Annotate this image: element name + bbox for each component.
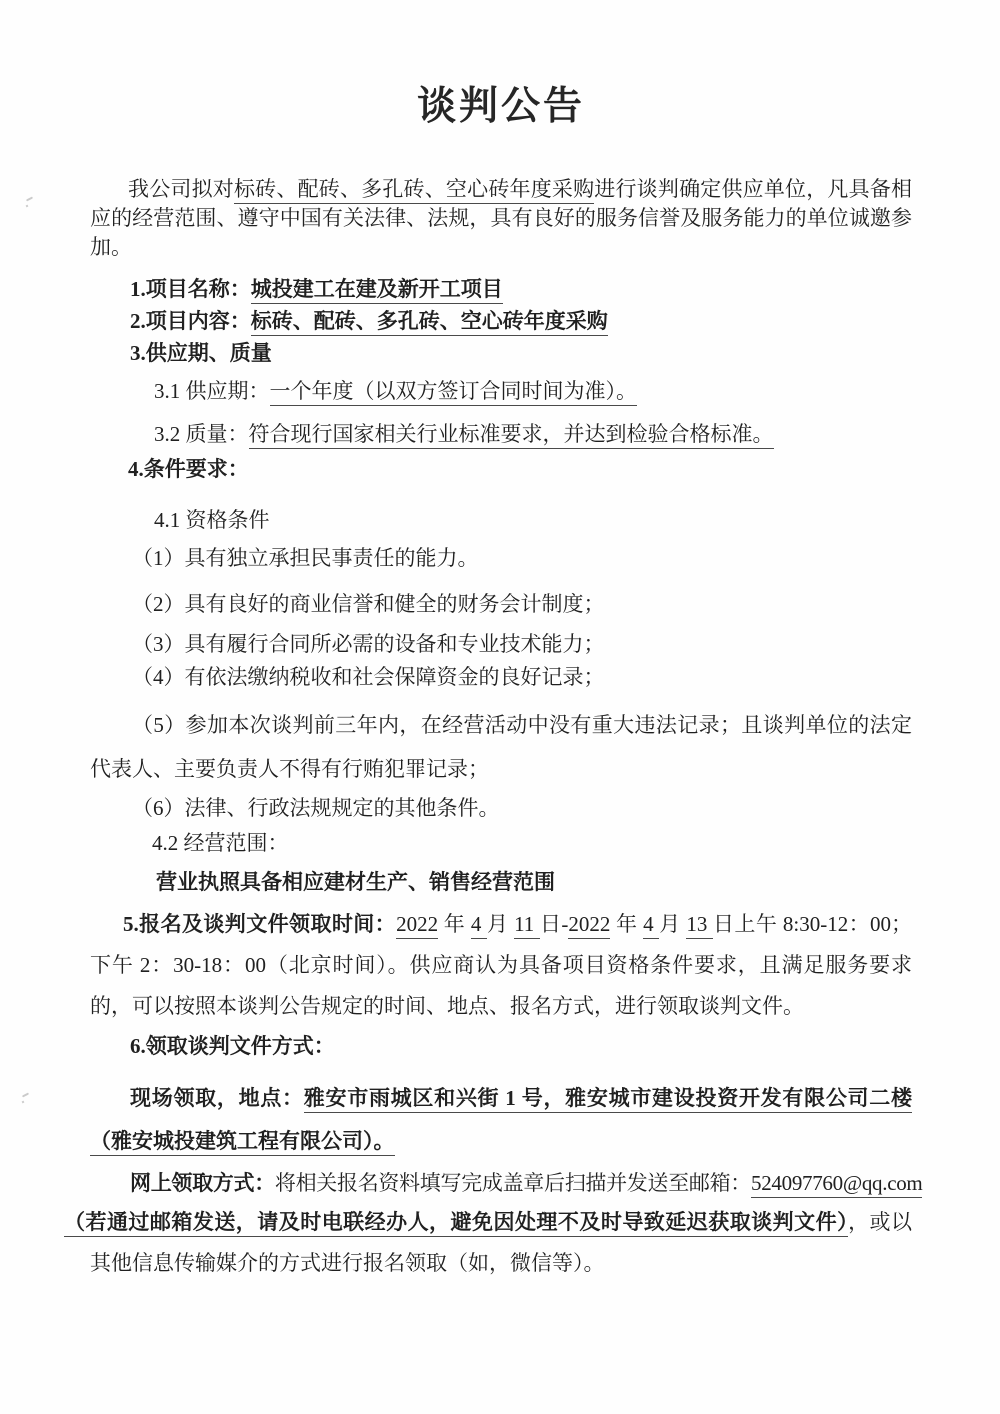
clause-registration-time: 5.报名及谈判文件领取时间：2022 年 4 月 11 日-2022 年 4 月 13 日上午 8:30-12：00；下午 2：30-18：00（北京时间）。供应商认为具备项目资格条件要求，且满足服务要求的，可以按照本谈判公告规定的时间、地点、报名方式，进行领取谈判文件。 (90, 912, 913, 1018)
intro-paragraph: 我公司拟对标砖、配砖、多孔砖、空心砖年度采购进行谈判确定供应单位，凡具备相应的经营范围、遵守中国有关法律、法规，具有良好的服务信誉及服务能力的单位诚邀参加。 (90, 177, 913, 259)
qualification-item-2: （2）具有良好的商业信誉和健全的财务会计制度； (132, 592, 605, 616)
clause-requirements: 4.条件要求： (128, 457, 249, 481)
clause-supply-period: 3.1 供应期：一个年度（以双方签订合同时间为准）。 (90, 376, 912, 406)
onsite-collection-paragraph: 现场领取，地点：雅安市雨城区和兴街 1 号，雅安城市建设投资开发有限公司二楼（雅安城投建筑工程有限公司）。 (90, 1077, 912, 1163)
clause-qualification: 4.1 资格条件 (154, 508, 270, 532)
clause-business-scope: 4.2 经营范围： (152, 831, 289, 855)
scan-speck (22, 1092, 29, 1097)
document-body (64, 0, 923, 1284)
clause-quality: 3.2 质量：符合现行国家相关行业标准要求，并达到检验合格标准。 (90, 419, 912, 449)
clause-document-collection: 6.领取谈判文件方式： (130, 1034, 335, 1058)
online-collection-paragraph: 网上领取方式：将相关报名资料填写完成盖章后扫描并发送至邮箱：524097760@qq.com (90, 1164, 912, 1202)
clause-supply-period-quality: 3.供应期、质量 (130, 341, 272, 365)
clause-project-content: 2.项目内容：标砖、配砖、多孔砖、空心砖年度采购 (90, 306, 912, 336)
business-scope-text: 营业执照具备相应建材生产、销售经营范围 (156, 870, 555, 894)
qualification-item-1: （1）具有独立承担民事责任的能力。 (132, 546, 479, 570)
qualification-item-5: （5）参加本次谈判前三年内，在经营活动中没有重大违法记录；且谈判单位的法定代表人、主要负责人不得有行贿犯罪记录； (90, 713, 912, 781)
qualification-item-4: （4）有依法缴纳税收和社会保障资金的良好记录； (132, 665, 605, 689)
scan-speck (26, 196, 33, 201)
qualification-item-3: （3）具有履行合同所必需的设备和专业技术能力； (132, 632, 605, 656)
clause-project-name: 1.项目名称：城投建工在建及新开工项目 (90, 274, 912, 304)
qualification-item-6: （6）法律、行政法规规定的其他条件。 (132, 796, 500, 820)
document-title: 谈判公告 (416, 85, 585, 128)
email-note-paragraph: （若通过邮箱发送，请及时电联经办人，避免因处理不及时导致延迟获取谈判文件），或以其他信息传输媒介的方式进行报名领取（如，微信等）。 (64, 1210, 913, 1275)
